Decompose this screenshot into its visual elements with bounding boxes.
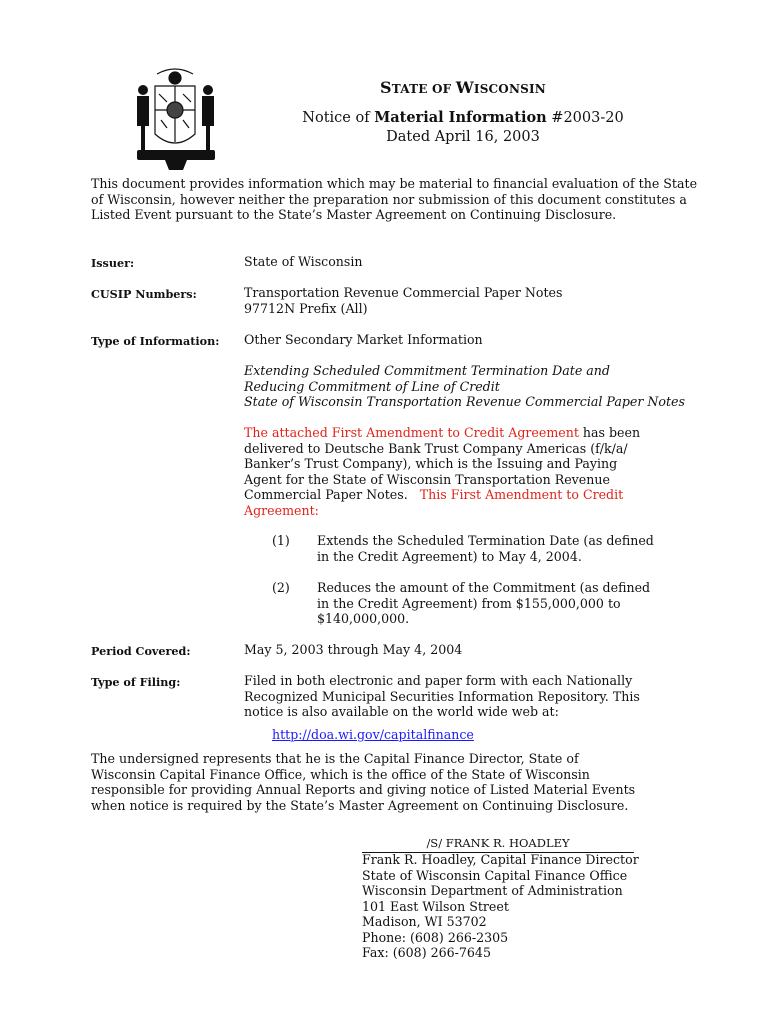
period-covered-value: May 5, 2003 through May 4, 2004 — [244, 642, 463, 657]
cusip-label: CUSIP Numbers: — [91, 287, 197, 301]
intro-paragraph: This document provides information which may be material to financial evaluation of the State of Wisconsin, however neither the preparation nor submission of this document constitutes a Listed Event pursuant to the State’s Master Agreement on Continuing Disclosure. — [91, 176, 698, 222]
type-of-information-value: Other Secondary Market Information — [244, 332, 483, 347]
notice-date: Dated April 16, 2003 — [386, 129, 540, 145]
state-title: STATE OF WISCONSIN — [380, 78, 546, 97]
notice-heading: Notice of Material Information #2003-20 Dated April 16, 2003 — [240, 108, 686, 147]
signer-department: Wisconsin Department of Administration — [362, 883, 623, 898]
amendment-paragraph: The attached First Amendment to Credit Agreement has been delivered to Deutsche Bank Trust Company Americas (f/k/a/ Banker’s Trust Company), which is the Issuing and Paying Agent for the State of Wisconsin Transportation Revenue Commercial Paper Notes. This First Amendment to Credit Agreement: — [244, 425, 641, 518]
item-2-text: Reduces the amount of the Commitment (as defined in the Credit Agreement) from $155,000,000 to $140,000,000. — [317, 580, 651, 626]
capital-finance-link[interactable]: http://doa.wi.gov/capitalfinance — [272, 727, 474, 742]
amendment-subject: Extending Scheduled Commitment Termination Date and Reducing Commitment of Line of Credit State of Wisconsin Transportation Revenue Commercial Paper Notes — [244, 363, 685, 409]
signer-title: Frank R. Hoadley, Capital Finance Director — [362, 852, 639, 867]
signature-line: /S/ FRANK R. HOADLEY — [362, 836, 634, 853]
signer-phone: Phone: (608) 266-2305 — [362, 929, 509, 945]
cusip-value: Transportation Revenue Commercial Paper Notes 97712N Prefix (All) — [244, 285, 563, 316]
issuer-value: State of Wisconsin — [244, 254, 363, 269]
item-1-number: (1) — [272, 533, 290, 548]
signed-name: FRANK R. HOADLEY — [445, 836, 570, 850]
type-of-filing-label: Type of Filing: — [91, 675, 181, 689]
item-2-number: (2) — [272, 580, 290, 595]
type-of-information-label: Type of Information: — [91, 334, 220, 348]
closing-paragraph: The undersigned represents that he is the Capital Finance Director, State of Wisconsin Capital Finance Office, which is the office of the State of Wisconsin responsible for providing Annual Reports and giving notice of Listed Material Events when notice is required by the State’s Master Agreement on Continuing Disclosure. — [91, 751, 636, 813]
period-covered-label: Period Covered: — [91, 644, 191, 658]
type-of-filing-value: Filed in both electronic and paper form with each Nationally Recognized Municipal Securities Information Repository. This notice is also available on the world wide web at: — [244, 673, 640, 719]
signer-fax: Fax: (608) 266-7645 — [362, 945, 491, 960]
issuer-label: Issuer: — [91, 256, 135, 270]
state-seal-logo — [125, 64, 225, 174]
item-1-text: Extends the Scheduled Termination Date (as defined in the Credit Agreement) to May 4, 2004. — [317, 533, 654, 564]
signer-office: State of Wisconsin Capital Finance Office — [362, 867, 628, 883]
signer-street: 101 East Wilson Street — [362, 898, 509, 914]
signer-city: Madison, WI 53702 — [362, 914, 487, 929]
signature-block — [362, 852, 702, 961]
